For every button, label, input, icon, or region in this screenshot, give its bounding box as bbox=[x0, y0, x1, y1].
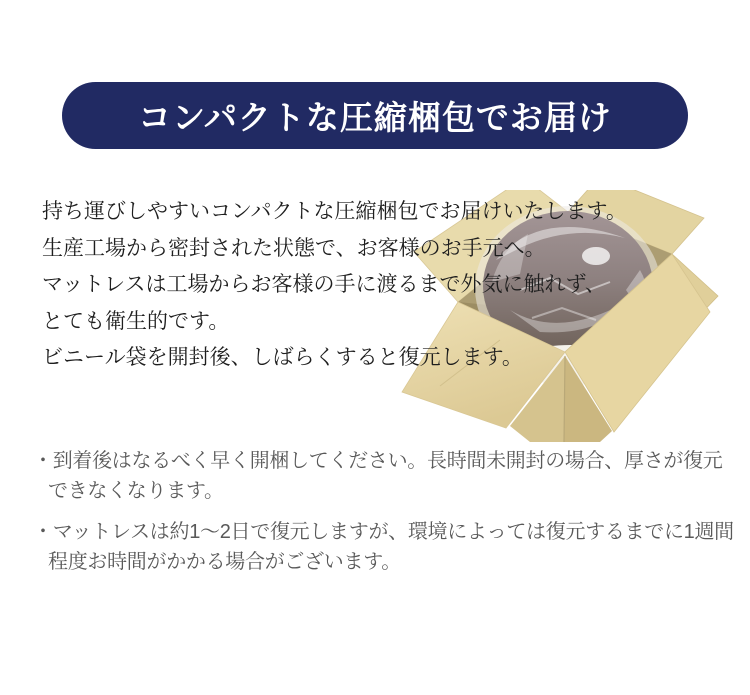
note-line: 程度お時間がかかる場合がございます。 bbox=[48, 551, 401, 573]
body-line: 生産工場から密封された状態で、お客様のお手元へ。 bbox=[42, 235, 546, 260]
body-line: マットレスは工場からお客様の手に渡るまで外気に触れず、 bbox=[42, 272, 606, 296]
body-copy bbox=[42, 193, 627, 376]
note-item bbox=[33, 517, 734, 577]
note-line: できなくなります。 bbox=[48, 480, 224, 502]
body-line: ビニール袋を開封後、しばらくすると復元します。 bbox=[42, 345, 523, 369]
note-line: ・到着後はなるべく早く開梱してください。長時間未開封の場合、厚さが復元 bbox=[33, 450, 723, 472]
note-item bbox=[33, 446, 734, 506]
body-line: 持ち運びしやすいコンパクトな圧縮梱包でお届けいたします。 bbox=[42, 199, 627, 223]
body-line: とても衛生的です。 bbox=[42, 308, 230, 333]
notes-list bbox=[33, 446, 734, 577]
section-header-banner bbox=[62, 82, 688, 149]
section-title: コンパクトな圧縮梱包でお届け bbox=[138, 99, 612, 136]
note-line: ・マットレスは約1〜2日で復元しますが、環境によっては復元するまでに1週間 bbox=[33, 521, 734, 543]
